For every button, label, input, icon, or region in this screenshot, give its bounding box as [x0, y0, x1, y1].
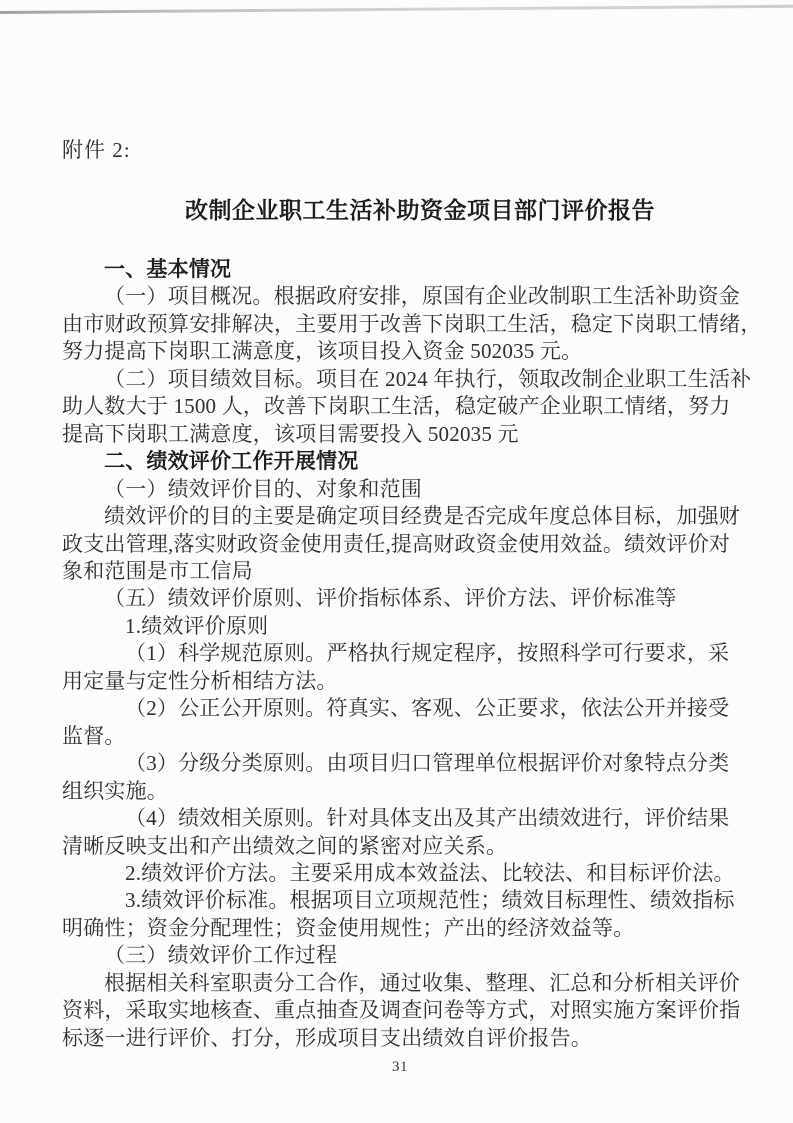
text-line: 3.绩效评价标准。根据项目立项规范性；绩效目标理性、绩效指标 — [125, 888, 735, 913]
text-line: （4）绩效相关原则。针对具体支出及其产出绩效进行，评价结果 — [125, 806, 730, 831]
text-line: （1）科学规范原则。严格执行规定程序，按照科学可行要求，采 — [125, 641, 730, 666]
document-body — [62, 256, 762, 1052]
text-line: 政支出管理,落实财政资金使用责任,提高财政资金使用效益。绩效评价对 — [62, 531, 731, 556]
text-line: 1.绩效评价原则 — [125, 613, 269, 638]
text-line: 资料，采取实地核查、重点抽查及调查问卷等方式，对照实施方案评价指 — [62, 998, 741, 1023]
text-line: （一）项目概况。根据政府安排，原国有企业改制职工生活补助资金 — [104, 284, 740, 309]
document-title: 改制企业职工生活补助资金项目部门评价报告 — [185, 198, 655, 223]
text-line: 用定量与定性分析相结方法。 — [62, 668, 338, 693]
heading-basic-info: 一、基本情况 — [104, 257, 232, 281]
text-line: （2）公正公开原则。符真实、客观、公正要求，依法公开并接受 — [125, 696, 730, 721]
document-content — [62, 137, 762, 1052]
text-line: 2.绩效评价方法。主要采用成本效益法、比较法、和目标评价法。 — [125, 860, 735, 885]
text-line: 提高下岗职工满意度，该项目需要投入 502035 元 — [62, 421, 519, 446]
text-line: 象和范围是市工信局 — [62, 558, 253, 583]
text-line: 明确性；资金分配理性；资金使用规性；产出的经济效益等。 — [62, 915, 635, 940]
page-number: 31 — [392, 1059, 408, 1075]
text-line: 绩效评价的目的主要是确定项目经费是否完成年度总体目标，加强财 — [104, 504, 740, 529]
text-line: （五）绩效评价原则、评价指标体系、评价方法、评价标准等 — [104, 586, 677, 611]
text-line: 监督。 — [62, 723, 126, 748]
text-line: 根据相关科室职责分工合作，通过收集、整理、汇总和分析相关评价 — [104, 970, 740, 995]
heading-evaluation-work: 二、绩效评价工作开展情况 — [104, 449, 359, 474]
attachment-label: 附件 2: — [62, 138, 131, 162]
text-line: 组织实施。 — [62, 778, 168, 803]
text-line: （三）绩效评价工作过程 — [104, 943, 338, 968]
scan-artifact-line — [0, 5, 793, 14]
text-line: 清晰反映支出和产出绩效之间的紧密对应关系。 — [62, 833, 508, 858]
text-line: 由市财政预算安排解决，主要用于改善下岗职工生活，稳定下岗职工情绪， — [62, 311, 762, 336]
text-line: 标逐一进行评价、打分，形成项目支出绩效自评价报告。 — [62, 1025, 592, 1050]
text-line: （二）项目绩效目标。项目在 2024 年执行，领取改制企业职工生活补 — [104, 366, 752, 391]
text-line: 助人数大于 1500 人，改善下岗职工生活，稳定破产企业职工情绪，努力 — [62, 394, 731, 419]
text-line: （一）绩效评价目的、对象和范围 — [104, 476, 422, 501]
text-line: 努力提高下岗职工满意度，该项目投入资金 502035 元。 — [62, 339, 583, 364]
text-line: （3）分级分类原则。由项目归口管理单位根据评价对象特点分类 — [125, 751, 730, 776]
